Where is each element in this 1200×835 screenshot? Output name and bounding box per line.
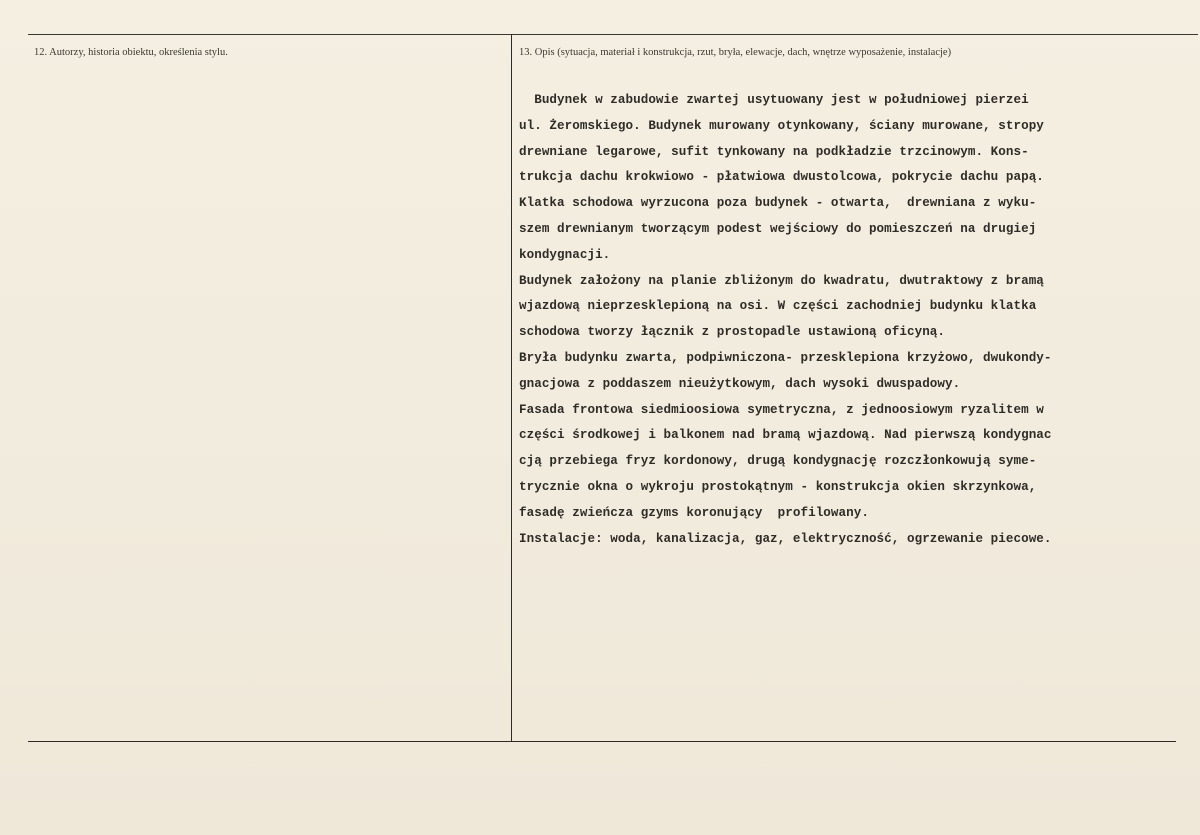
description-line: części środkowej i balkonem nad bramą wjazdową. Nad pierwszą kondygnac (519, 428, 1052, 443)
description-line: Budynek założony na planie zbliżonym do kwadratu, dwutraktowy z bramą (519, 273, 1044, 288)
description-line: Fasada frontowa siedmioosiowa symetryczna, z jednoosiowym ryzalitem w (519, 402, 1044, 417)
description-line: trycznie okna o wykroju prostokątnym - konstrukcja okien skrzynkowa, (519, 479, 1037, 494)
description-line: Klatka schodowa wyrzucona poza budynek - otwarta, drewniana z wyku- (519, 196, 1037, 211)
description-line: fasadę zwieńcza gzyms koronujący profilowany. (519, 505, 869, 520)
description-line: gnacjowa z poddaszem nieużytkowym, dach wysoki dwuspadowy. (519, 376, 961, 391)
description-line: wjazdową nieprzesklepioną na osi. W części zachodniej budynku klatka (519, 299, 1037, 314)
description-line: ul. Żeromskiego. Budynek murowany otynkowany, ściany murowane, stropy (519, 118, 1044, 133)
description-line: Instalacje: woda, kanalizacja, gaz, elektryczność, ogrzewanie piecowe. (519, 531, 1052, 546)
description-line: drewniane legarowe, sufit tynkowany na podkładzie trzcinowym. Kons- (519, 144, 1029, 159)
description-line: szem drewnianym tworzącym podest wejściowy do pomieszczeń na drugiej (519, 221, 1037, 236)
description-line: schodowa tworzy łącznik z prostopadle ustawioną oficyną. (519, 325, 946, 340)
section-12-label: 12. Autorzy, historia obiektu, określenia stylu. (34, 47, 228, 58)
bottom-rule (28, 741, 1176, 742)
description-line: Budynek w zabudowie zwartej usytuowany jest w południowej pierzei (519, 93, 1029, 107)
description-line: kondygnacji. (519, 247, 611, 262)
column-divider (511, 34, 512, 741)
description-line: trukcja dachu krokwiowo - płatwiowa dwustolcowa, pokrycie dachu papą. (519, 170, 1044, 185)
section-13-label: 13. Opis (sytuacja, materiał i konstrukcja, rzut, bryła, elewacje, dach, wnętrze wyposażenie, instalacje) (519, 47, 952, 58)
top-rule (28, 34, 1198, 35)
description-line: cją przebiega fryz kordonowy, drugą kondygnację rozczłonkowują syme- (519, 454, 1037, 469)
description-line: Bryła budynku zwarta, podpiwniczona- przesklepiona krzyżowo, dwukondy- (519, 350, 1052, 365)
description-text (519, 88, 1159, 552)
